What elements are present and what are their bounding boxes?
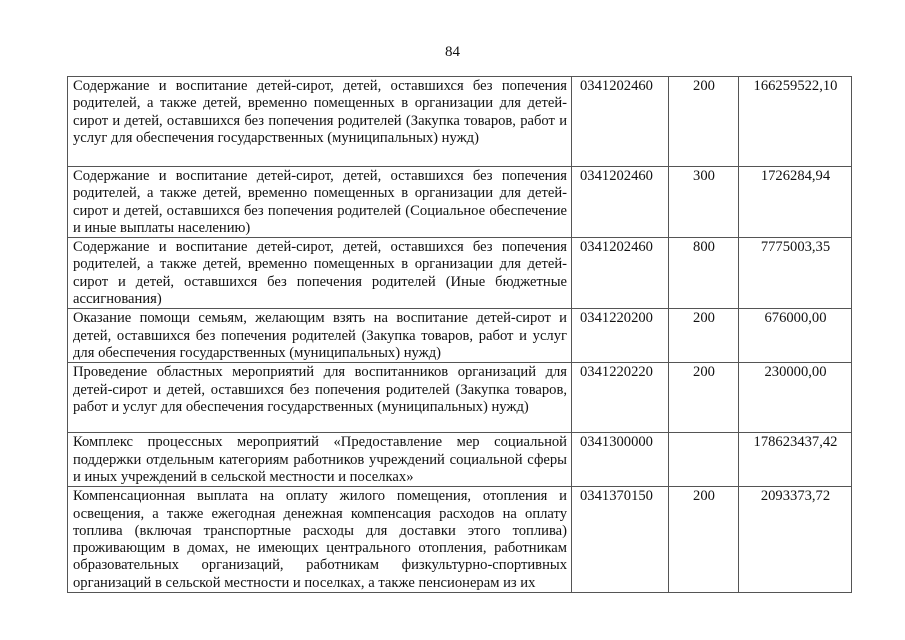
- table-row: [68, 363, 852, 433]
- row-expense-type: 200: [669, 487, 739, 593]
- row-amount: 166259522,10: [739, 77, 852, 167]
- row-description: Содержание и воспитание детей-сирот, детей, оставшихся без попечения родителей, а также детей, временно помещенных в организации для детей-сирот и детей, оставшихся без попечения родителей (Закупка товаров, работ и услуг для обеспечения государственных (муниципальных) нужд): [68, 77, 572, 167]
- row-description: Оказание помощи семьям, желающим взять на воспитание детей-сирот и детей, оставшихся без попечения родителей (Закупка товаров, работ и услуг для обеспечения государственных (муниципальных) нужд): [68, 309, 572, 363]
- row-amount: 230000,00: [739, 363, 852, 433]
- table-row: [68, 309, 852, 363]
- row-expense-type: 300: [669, 167, 739, 238]
- row-target-code: 0341220200: [572, 309, 669, 363]
- row-description: Компенсационная выплата на оплату жилого помещения, отопления и освещения, а также ежегодная денежная компенсация расходов на оплату топлива (включая транспортные расходы для доставки этого топлива) проживающим в домах, не имеющих центрального отопления, работникам образовательных организаций, работникам физкультурно-спортивных организаций в сельской местности и поселках, а также пенсионерам из их: [68, 487, 572, 593]
- row-amount: 676000,00: [739, 309, 852, 363]
- row-description: Проведение областных мероприятий для воспитанников организаций для детей-сирот и детей, оставшихся без попечения родителей (Закупка товаров, работ и услуг для обеспечения государственных (муниципальных) нужд): [68, 363, 572, 433]
- row-expense-type: 200: [669, 309, 739, 363]
- row-amount: 1726284,94: [739, 167, 852, 238]
- row-target-code: 0341202460: [572, 167, 669, 238]
- row-amount: 178623437,42: [739, 433, 852, 487]
- table-row: [68, 167, 852, 238]
- page-number: 84: [445, 44, 460, 60]
- row-expense-type: 200: [669, 77, 739, 167]
- row-target-code: 0341202460: [572, 77, 669, 167]
- row-expense-type: 200: [669, 363, 739, 433]
- row-expense-type: [669, 433, 739, 487]
- row-description: Содержание и воспитание детей-сирот, детей, оставшихся без попечения родителей, а также детей, временно помещенных в организации для детей-сирот и детей, оставшихся без попечения родителей (Социальное обеспечение и иные выплаты населению): [68, 167, 572, 238]
- table-row: [68, 433, 852, 487]
- row-target-code: 0341202460: [572, 238, 669, 309]
- table-row: [68, 487, 852, 593]
- row-description: Содержание и воспитание детей-сирот, детей, оставшихся без попечения родителей, а также детей, временно помещенных в организации для детей-сирот и детей, оставшихся без попечения родителей (Иные бюджетные ассигнования): [68, 238, 572, 309]
- row-amount: 7775003,35: [739, 238, 852, 309]
- row-target-code: 0341370150: [572, 487, 669, 593]
- row-target-code: 0341300000: [572, 433, 669, 487]
- table-row: [68, 77, 852, 167]
- budget-table: [67, 76, 852, 593]
- table-row: [68, 238, 852, 309]
- row-target-code: 0341220220: [572, 363, 669, 433]
- row-amount: 2093373,72: [739, 487, 852, 593]
- row-expense-type: 800: [669, 238, 739, 309]
- row-description: Комплекс процессных мероприятий «Предоставление мер социальной поддержки отдельным категориям работников учреждений социальной сферы и иных учреждений в сельской местности и поселках»: [68, 433, 572, 487]
